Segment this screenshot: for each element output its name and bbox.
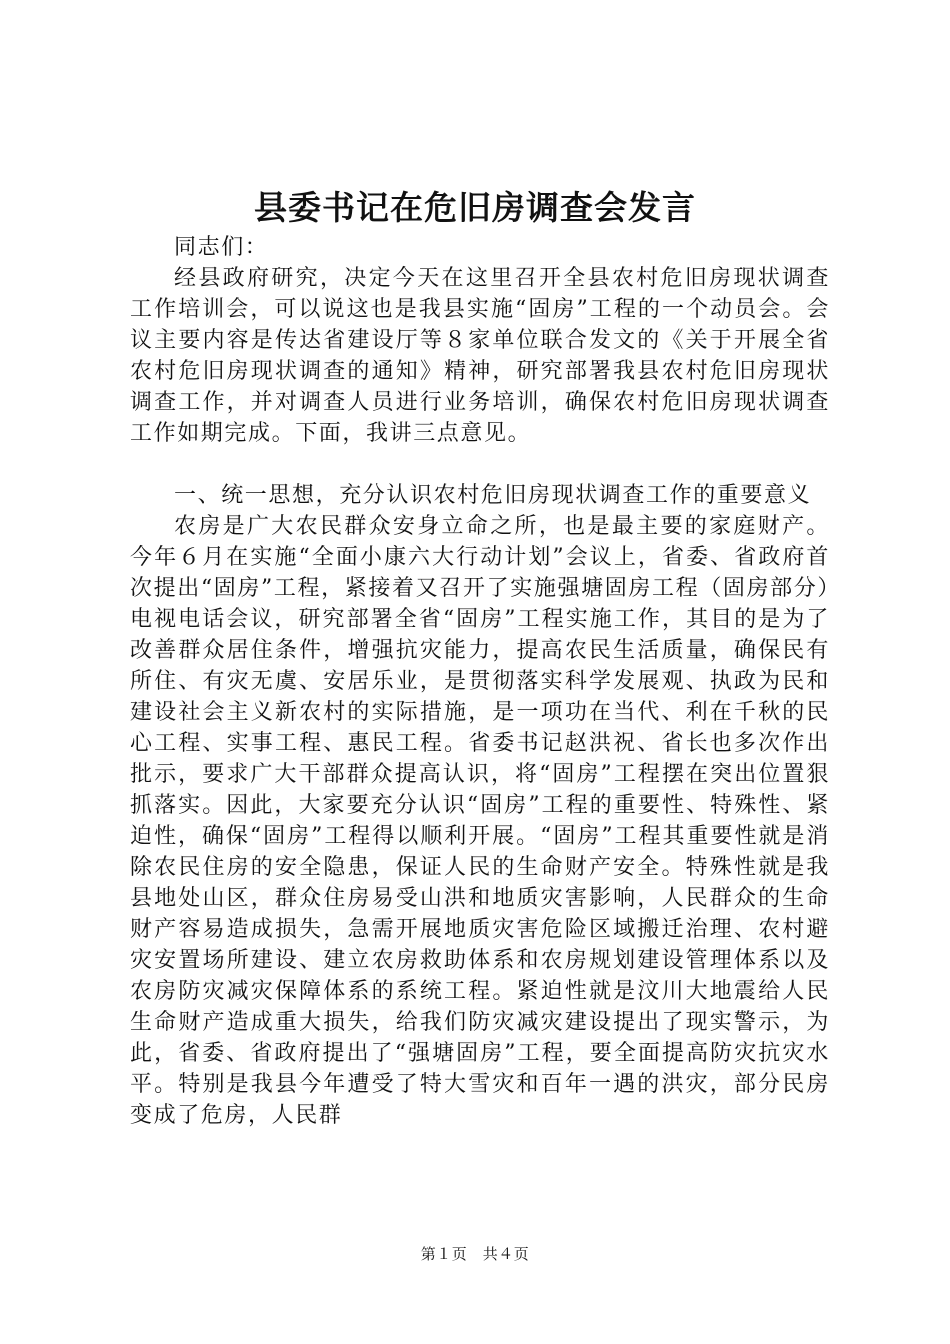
page-number-footer: 第１页 共４页: [420, 1245, 530, 1263]
section-body-paragraph: 农房是广大农民群众安身立命之所，也是最主要的家庭财产。今年６月在实施“全面小康六大行动计划”会议上，省委、省政府首次提出“固房”工程，紧接着又召开了实施强塘固房工程（固房部分）电视电话会议，研究部署全省“固房”工程实施工作，其目的是为了改善群众居住条件，增强抗灾能力，提高农民生活质量，确保民有所住、有灾无虞、安居乐业，是贯彻落实科学发展观、执政为民和建设社会主义新农村的实际措施，是一项功在当代、利在千秋的民心工程、实事工程、惠民工程。省委书记赵洪祝、省长也多次作出批示，要求广大干部群众提高认识，将“固房”工程摆在突出位置狠抓落实。因此，大家要充分认识“固房”工程的重要性、特殊性、紧迫性，确保“固房”工程得以顺利开展。“固房”工程其重要性就是消除农民住房的安全隐患，保证人民的生命财产安全。特殊性就是我县地处山区，群众住房易受山洪和地质灾害影响，人民群众的生命财产容易造成损失，急需开展地质灾害危险区域搬迁治理、农村避灾安置场所建设、建立农房救助体系和农房规划建设管理体系以及农房防灾减灾保障体系的系统工程。紧迫性就是汶川大地震给人民生命财产造成重大损失，给我们防灾减灾建设提出了现实警示，为此，省委、省政府提出了“强塘固房”工程，要全面提高防灾抗灾水平。特别是我县今年遭受了特大雪灾和百年一遇的洪灾，部分民房变成了危房，人民群: [130, 514, 830, 1128]
document-title: 县委书记在危旧房调查会发言: [254, 188, 696, 227]
intro-paragraph: 经县政府研究，决定今天在这里召开全县农村危旧房现状调查工作培训会，可以说这也是我县实施“固房”工程的一个动员会。会议主要内容是传达省建设厅等８家单位联合发文的《关于开展全省农村危旧房现状调查的通知》精神，研究部署我县农村危旧房现状调查工作，并对调查人员进行业务培训，确保农村危旧房现状调查工作如期完成。下面，我讲三点意见。: [130, 266, 830, 446]
paragraph-spacer: [130, 449, 830, 480]
section-heading: 一、统一思想，充分认识农村危旧房现状调查工作的重要意义: [174, 483, 812, 508]
document-body: [130, 232, 830, 1131]
greeting-paragraph: 同志们：: [174, 235, 269, 260]
